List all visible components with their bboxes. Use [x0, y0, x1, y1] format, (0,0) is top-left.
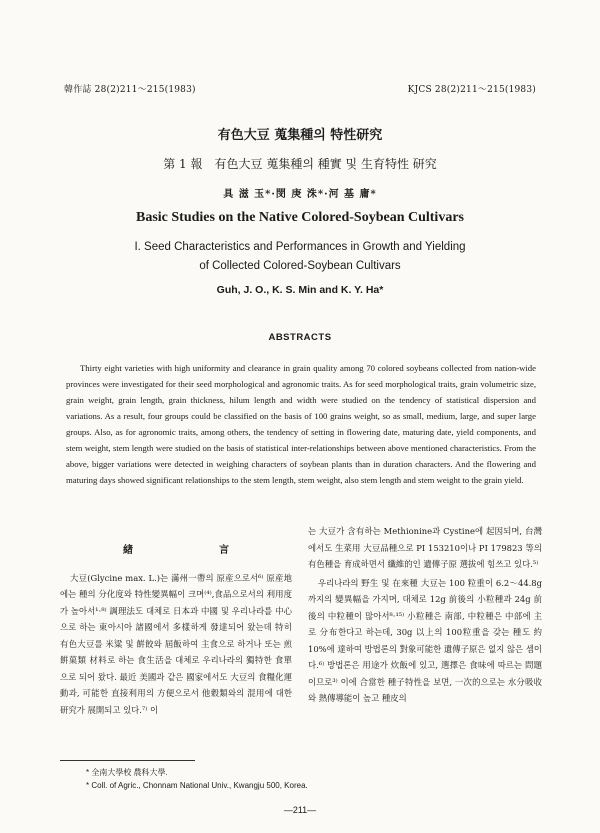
right-column [308, 523, 542, 707]
journal-header-right: KJCS 28(2)211～215(1983) [407, 85, 536, 95]
abstract-heading: ABSTRACTS [268, 332, 332, 343]
left-column-paragraph: 大豆(Glycine max. L.)는 滿州一帶의 原産으로서⁶⁾ 原産地에는 種의 分化度와 特性變異幅이 크며⁽⁴⁾,食品으로서의 利用度가 높아서¹·⁸⁾ 調理法도 대체로 日本과 中國 및 우리나라를 中心으로 하는 東아시아 諸國에서 多樣하게 發達되어 왔는데 特히 有色大豆를 米粱 및 餠餃와 屆飯하여 主食으로 하거나 또는 煎餠菓類 材料로 하는 食生活을 대체로 우리나라의 獨特한 食單으로 되어 왔다. 最近 美國과 같은 國家에서도 大豆의 食糧化運動과, 可能한 直接利用의 方便으로서 他穀類와의 混用에 대한 研究가 展開되고 있다.⁷⁾ 이 [60, 572, 292, 715]
subtitle-english-line-1: I. Seed Characteristics and Performances in Growth and Yielding [134, 241, 466, 253]
paper-subtitle-english [0, 238, 600, 276]
footnote-english: * Coll. of Agric., Chonnam National Univ., Kwangju 500, Korea. [86, 781, 308, 790]
authors-korean: 具 滋 玉*·閔 庚 洙*·河 基 庸* [223, 189, 377, 200]
paper-title-korean: 有色大豆 蒐集種의 特性研究 [217, 128, 383, 143]
introduction-heading: 緖 言 [123, 545, 251, 556]
authors-english: Guh, J. O., K. S. Min and K. Y. Ha* [216, 284, 384, 296]
footnote-korean: * 全南大學校 農科大學. [86, 768, 168, 777]
right-column-paragraph: 는 大豆가 含有하는 Methionine과 Cystine에 起因되며, 台灣에서도 生菜用 大豆品種으로 PI 153210이나 PI 179823 等의 有色種을 育成하면서 纖維的인 遺傳子原 選拔에 힘쓰고 있다.⁵⁾ [308, 526, 542, 569]
paper-title-english: Basic Studies on the Native Colored-Soybean Cultivars [136, 210, 464, 225]
right-column-paragraph: 우리나라의 野生 및 在來種 大豆는 100 粒重이 6.2～44.8g까지의 變異幅을 가지며, 대체로 12g 前後의 小粒種과 24g 前後의 中粒種이 많아서⁸·¹⁵⁾ 小粒種은 南部, 中粒種은 中部에 主로 分布한다고 하는데, 30g 以上의 100粒重을 갖는 種도 約 10%에 達하여 방법론의 對象可能한 遺傳子原은 없지 않은 셈이다.⁶⁾ 방법론은 用途가 炊飯에 있고, 選擇은 食味에 따르는 問題이므로³⁾ 이에 合當한 種子特性을 보면, 一次的으로는 水分吸收와 熱傳導能이 높고 種皮의 [308, 577, 542, 703]
subtitle-english-line-2: of Collected Colored-Soybean Cultivars [199, 260, 401, 272]
abstract-text: Thirty eight varieties with high uniformity and clearance in grain quality among 70 colored soybeans collected from nation-wide provinces were investigated for their seed morphological and agronomic traits. As for seed morphological traits, grain volumetric size, grain weight, grain length, grain thickness, hilum length and width were studied on the tendency of statistical dispersion and variations. As a result, four groups could be classified on the basis of 100 grains weight, so as small, medium, large, and super large groups. Also, as for agronomic traits, among others, the tendency of setting in flowering date, maturing date, yield components, and stem weight, stem length were studied on the basis of statistical inter-relationships between above mentioned characteristics. From the above, bigger variations were detected in weighing characters of soybean plants than in duration characters. And the flowering and maturing days showed significant relationships to the stem length, stem weight, also stem length and stem weight to the grain yield. [66, 363, 536, 485]
page-number: —211— [283, 805, 317, 815]
journal-header-left: 韓作誌 28(2)211～215(1983) [64, 85, 196, 95]
paper-subtitle-korean: 第 1 報 有色大豆 蒐集種의 種實 및 生育特性 研究 [163, 157, 437, 171]
left-column [60, 527, 292, 718]
footnote-divider [60, 760, 195, 761]
